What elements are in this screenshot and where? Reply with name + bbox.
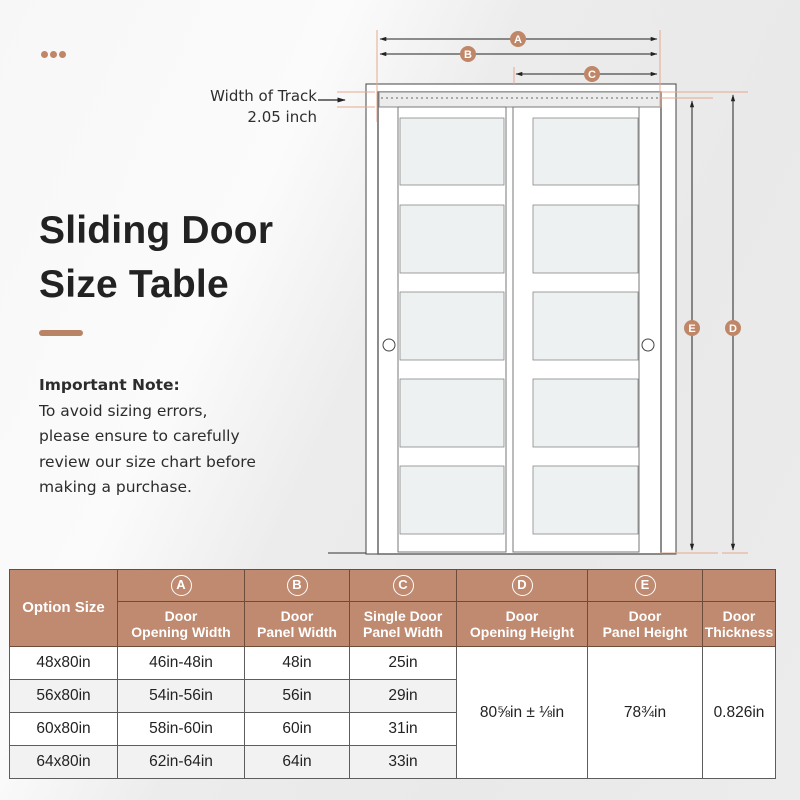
cell-opening-width: 62in-64in bbox=[118, 746, 245, 779]
title-line-2: Size Table bbox=[39, 263, 229, 306]
header-letter-e bbox=[588, 570, 703, 602]
svg-text:A: A bbox=[514, 34, 522, 46]
track-label-line-1: Width of Track bbox=[210, 87, 317, 105]
cell-panel-width: 48in bbox=[245, 647, 350, 680]
marker-c-icon bbox=[584, 66, 600, 82]
svg-text:D: D bbox=[729, 323, 737, 335]
cell-single-panel-width: 31in bbox=[350, 713, 457, 746]
cell-single-panel-width: 25in bbox=[350, 647, 457, 680]
header-option-size: Option Size bbox=[10, 570, 118, 647]
cell-panel-height: 78¾in bbox=[588, 647, 703, 779]
circle-c-icon: C bbox=[393, 575, 414, 596]
cell-opening-width: 58in-60in bbox=[118, 713, 245, 746]
cell-panel-width: 60in bbox=[245, 713, 350, 746]
marker-e-icon bbox=[684, 320, 700, 336]
circle-d-icon: D bbox=[512, 575, 533, 596]
circle-e-icon: E bbox=[635, 575, 656, 596]
circle-b-icon: B bbox=[287, 575, 308, 596]
size-table bbox=[9, 569, 775, 779]
cell-panel-width: 64in bbox=[245, 746, 350, 779]
header-single-door-panel-width: Single Door Panel Width bbox=[350, 602, 457, 647]
svg-text:C: C bbox=[588, 69, 596, 81]
circle-a-icon: A bbox=[171, 575, 192, 596]
header-door-panel-width: Door Panel Width bbox=[245, 602, 350, 647]
header-letter-c bbox=[350, 570, 457, 602]
cell-option: 56x80in bbox=[10, 680, 118, 713]
header-letter-a bbox=[118, 570, 245, 602]
cell-thickness: 0.826in bbox=[703, 647, 776, 779]
note-line: please ensure to carefully bbox=[39, 427, 240, 445]
note-title: Important Note: bbox=[39, 376, 180, 394]
cell-panel-width: 56in bbox=[245, 680, 350, 713]
svg-text:E: E bbox=[688, 323, 696, 335]
cell-single-panel-width: 29in bbox=[350, 680, 457, 713]
svg-text:B: B bbox=[464, 49, 472, 61]
header-door-opening-width: Door Opening Width bbox=[118, 602, 245, 647]
note-line: making a purchase. bbox=[39, 478, 192, 496]
marker-a-icon bbox=[510, 31, 526, 47]
marker-b-icon bbox=[460, 46, 476, 62]
title-line-1: Sliding Door bbox=[39, 209, 274, 252]
cell-opening-height: 80⅝in ± ⅛in bbox=[457, 647, 588, 779]
cell-option: 60x80in bbox=[10, 713, 118, 746]
track-label-line-2: 2.05 inch bbox=[247, 108, 317, 126]
marker-d-icon bbox=[725, 320, 741, 336]
header-door-opening-height: Door Opening Height bbox=[457, 602, 588, 647]
cell-option: 48x80in bbox=[10, 647, 118, 680]
header-letter-empty bbox=[703, 570, 776, 602]
header-door-thickness: Door Thickness bbox=[703, 602, 776, 647]
note-line: review our size chart before bbox=[39, 452, 256, 471]
cell-opening-width: 46in-48in bbox=[118, 647, 245, 680]
cell-option: 64x80in bbox=[10, 746, 118, 779]
header-door-panel-height: Door Panel Height bbox=[588, 602, 703, 647]
header-letter-b bbox=[245, 570, 350, 602]
header-letter-d bbox=[457, 570, 588, 602]
cell-single-panel-width: 33in bbox=[350, 746, 457, 779]
table-row bbox=[10, 647, 776, 680]
note-line: To avoid sizing errors, bbox=[39, 401, 208, 420]
cell-opening-width: 54in-56in bbox=[118, 680, 245, 713]
